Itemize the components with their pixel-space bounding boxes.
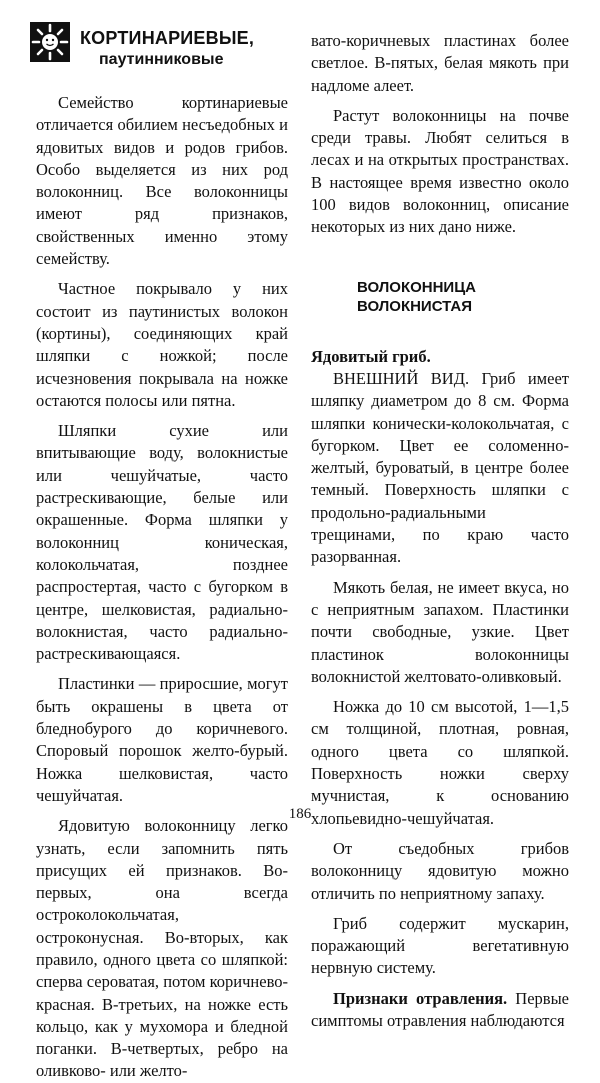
section-header	[30, 22, 300, 72]
sun-icon	[30, 22, 70, 62]
paragraph: ВНЕШНИЙ ВИД. Гриб имеет шляпку диаметром до 8 см. Форма шляпки конически-колокольчатая, с бугорком. Цвет ее соломенно-желтый, буроватый, в центре более темный. Поверхность шляпки с продольно-радиальными трещинами, по краю часто разорванная.	[311, 368, 569, 567]
family-title: КОРТИНАРИЕВЫЕ,	[80, 28, 255, 48]
page-number: 186	[288, 806, 312, 822]
paragraph: Растут волоконницы на почве среди травы. Любят селиться в лесах и на открытых пространствах. В настоящее время известно около 100 видов волоконниц, описание некоторых из них дано ниже.	[311, 105, 569, 237]
paragraph: Ядовитую волоконницу легко узнать, если запомнить пять присущих ей признаков. Во-первых, она всегда остроколокольчатая, остроконусная. Во-вторых, как правило, одного цвета со шляпкой: сперва сероватая, потом коричнево-красная. В-третьих, на ножке есть кольцо, как у мухомора и бледной поганки. В-четвертых, ребро на оливково- или желто-	[36, 816, 288, 1081]
paragraph	[311, 988, 569, 1033]
symptoms-text: Первые симптомы отравления наблюдаются	[311, 988, 569, 1030]
right-column	[311, 30, 569, 1032]
paragraph: От съедобных грибов волоконницу ядовитую можно отличить по неприятному запаху.	[311, 838, 569, 903]
paragraph: Шляпки сухие или впитывающие воду, волокнистые или чешуйчатые, часто растрескивающие, белые или окрашенные. Форма шляпки у волоконниц коническая, колокольчатая, позднее распростертая, часто с бугорком в центре, шелковистая, радиально-волокнистая, часто радиально-растрескивающаяся.	[36, 421, 288, 664]
species-title-line: ВОЛОКОННИЦА	[357, 278, 477, 296]
family-subtitle: паутинниковые	[99, 51, 224, 68]
species-title	[357, 278, 569, 316]
paragraph: Ножка до 10 см высотой, 1—1,5 см толщиной, плотная, ровная, одного цвета со шляпкой. Поверхность ножки сверху мучнистая, к основанию хлопьевидно-чешуйчатая.	[311, 697, 569, 828]
left-column	[36, 92, 288, 1083]
paragraph: Мякоть белая, не имеет вкуса, но с неприятным запахом. Пластинки почти свободные, узкие. Цвет пластинок волоконницы волокнистой желтовато-оливковый.	[311, 577, 569, 686]
paragraph: Частное покрывало у них состоит из паутинистых волокон (кортины), соединяющих край шляпки с ножкой; после исчезновения покрывала на ножке остаются полосы или пятна.	[36, 279, 288, 410]
species-title-line: ВОЛОКНИСТАЯ	[357, 297, 473, 315]
paragraph-continuation: вато-коричневых пластинах более светлое. В-пятых, белая мякоть при надломе алеет.	[311, 31, 569, 95]
poison-label: Ядовитый гриб.	[311, 346, 431, 366]
paragraph: Семейство кортинариевые отличается обилием несъедобных и ядовитых видов и родов грибов. Особо выделяется из них род волоконниц. Все волоконницы имеют ряд признаков, свойственных именно этому семейству.	[36, 93, 288, 269]
paragraph: Гриб содержит мускарин, поражающий вегетативную нервную систему.	[311, 913, 569, 978]
paragraph: Пластинки — приросшие, могут быть окрашены в цвета от бледнобурого до коричневого. Споровый порошок желто-бурый. Ножка шелковистая, часто чешуйчатая.	[36, 674, 288, 805]
symptoms-label: Признаки отравления.	[333, 988, 508, 1008]
